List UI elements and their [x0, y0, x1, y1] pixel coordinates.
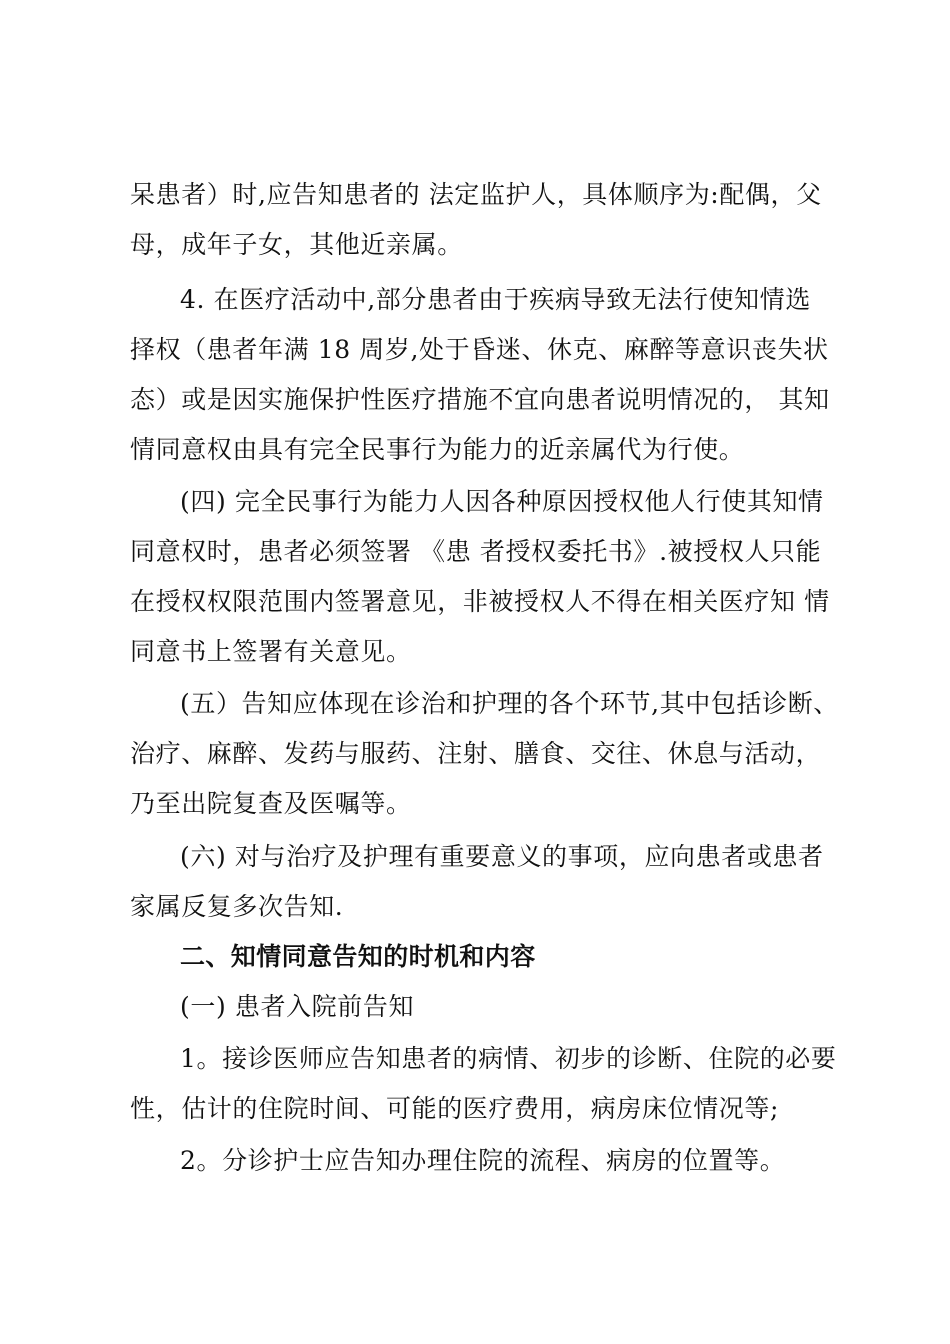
text-line: 性，估计的住院时间、可能的医疗费用，病房床位情况等; [130, 1094, 780, 1123]
text-line: 母，成年子女，其他近亲属。 [130, 230, 463, 259]
text-line: 情同意权由具有完全民事行为能力的近亲属代为行使。 [130, 435, 745, 464]
text-line: 治疗、麻醉、发药与服药、注射、膳食、交往、休息与活动， [130, 739, 822, 768]
section-heading: 二、知情同意告知的时机和内容 [180, 942, 536, 971]
text-line: 呆患者）时,应告知患者的 法定监护人，具体顺序为:配偶，父 [130, 180, 822, 209]
text-line: (六) 对与治疗及护理有重要意义的事项，应向患者或患者 [180, 842, 824, 871]
text-line: 乃至出院复查及医嘱等。 [130, 789, 412, 818]
text-line: 在授权权限范围内签署意见，非被授权人不得在相关医疗知 情 [130, 587, 830, 616]
text-line: (四) 完全民事行为能力人因各种原因授权他人行使其知情 [180, 487, 824, 516]
text-line: 2。分诊护士应告知办理住院的流程、病房的位置等。 [180, 1146, 786, 1175]
text-line: 同意书上签署有关意见。 [130, 637, 412, 666]
text-line: 1。接诊医师应告知患者的病情、初步的诊断、住院的必要 [180, 1044, 837, 1073]
text-line: 态）或是因实施保护性医疗措施不宜向患者说明情况的， 其知 [130, 385, 830, 414]
text-line: 择权（患者年满 18 周岁,处于昏迷、休克、麻醉等意识丧失状 [130, 335, 829, 364]
text-line: 家属反复多次告知. [130, 892, 344, 921]
text-line: 同意权时，患者必须签署 《患 者授权委托书》.被授权人只能 [130, 537, 822, 566]
text-line: (一) 患者入院前告知 [180, 992, 415, 1021]
text-line: (五）告知应体现在诊治和护理的各个环节,其中包括诊断、 [180, 689, 839, 718]
text-line: 4. 在医疗活动中,部分患者由于疾病导致无法行使知情选 [180, 285, 811, 314]
